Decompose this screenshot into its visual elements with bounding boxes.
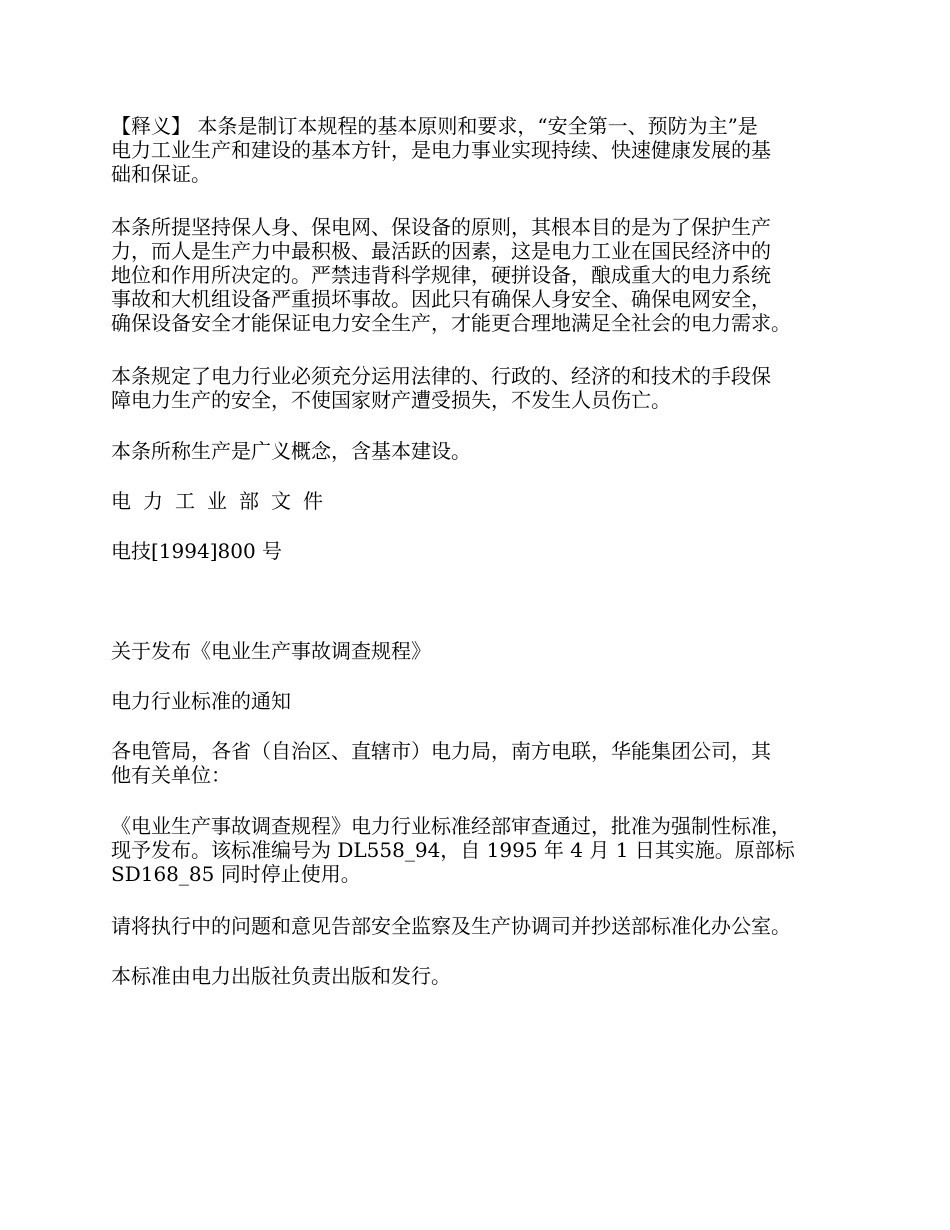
org-header bbox=[111, 489, 851, 513]
org-header-text: 电力工业部文件 bbox=[111, 489, 335, 513]
text-line: 现予发布。该标准编号为 DL558_94，自 1995 年 4 月 1 日其实施。原部标 bbox=[111, 838, 795, 862]
feedback-paragraph bbox=[111, 914, 851, 938]
text-line: 确保设备安全才能保证电力安全生产，才能更合理地满足全社会的电力需求。 bbox=[111, 311, 791, 335]
text-line: 电力工业生产和建设的基本方针，是电力事业实现持续、快速健康发展的基 bbox=[111, 138, 771, 162]
text-line: 础和保证。 bbox=[111, 162, 211, 186]
text-line: 地位和作用所决定的。严禁违背科学规律，硬拼设备，酿成重大的电力系统 bbox=[111, 263, 771, 287]
text-line: 本条所提坚持保人身、保电网、保设备的原则，其根本目的是为了保护生产 bbox=[111, 215, 771, 239]
notice-title-text: 关于发布《电业生产事故调查规程》 bbox=[111, 639, 431, 663]
notice-body-paragraph bbox=[111, 814, 851, 886]
text-line: 本标准由电力出版社负责出版和发行。 bbox=[111, 964, 451, 988]
notice-subtitle-text: 电力行业标准的通知 bbox=[111, 689, 291, 713]
regulation-paragraph bbox=[111, 364, 851, 412]
text-line: 本条规定了电力行业必须充分运用法律的、行政的、经济的和技术的手段保 bbox=[111, 364, 771, 388]
publisher-paragraph bbox=[111, 964, 851, 988]
notice-title bbox=[111, 639, 851, 663]
text-line: 【释义】 本条是制订本规程的基本原则和要求，“安全第一、预防为主”是 bbox=[111, 114, 758, 138]
text-line: 请将执行中的问题和意见告部安全监察及生产协调司并抄送部标准化办公室。 bbox=[111, 914, 791, 938]
doc-number bbox=[111, 539, 851, 563]
text-line: 他有关单位： bbox=[111, 763, 231, 787]
text-line: 障电力生产的安全，不使国家财产遭受损失，不发生人员伤亡。 bbox=[111, 388, 671, 412]
text-line: 事故和大机组设备严重损坏事故。因此只有确保人身安全、确保电网安全， bbox=[111, 287, 771, 311]
notice-subtitle bbox=[111, 689, 851, 713]
interpretation-paragraph bbox=[111, 114, 851, 186]
text-line: SD168_85 同时停止使用。 bbox=[111, 862, 361, 886]
text-line: 力，而人是生产力中最积极、最活跃的因素，这是电力工业在国民经济中的 bbox=[111, 239, 771, 263]
principle-paragraph bbox=[111, 215, 851, 335]
addressees bbox=[111, 739, 851, 787]
text-line: 《电业生产事故调查规程》电力行业标准经部审查通过，批准为强制性标准， bbox=[111, 814, 791, 838]
text-line: 本条所称生产是广义概念，含基本建设。 bbox=[111, 439, 471, 463]
text-line: 各电管局，各省（自治区、直辖市）电力局，南方电联，华能集团公司，其 bbox=[111, 739, 771, 763]
scope-paragraph bbox=[111, 439, 851, 463]
doc-number-text: 电技[1994]800 号 bbox=[111, 539, 283, 563]
